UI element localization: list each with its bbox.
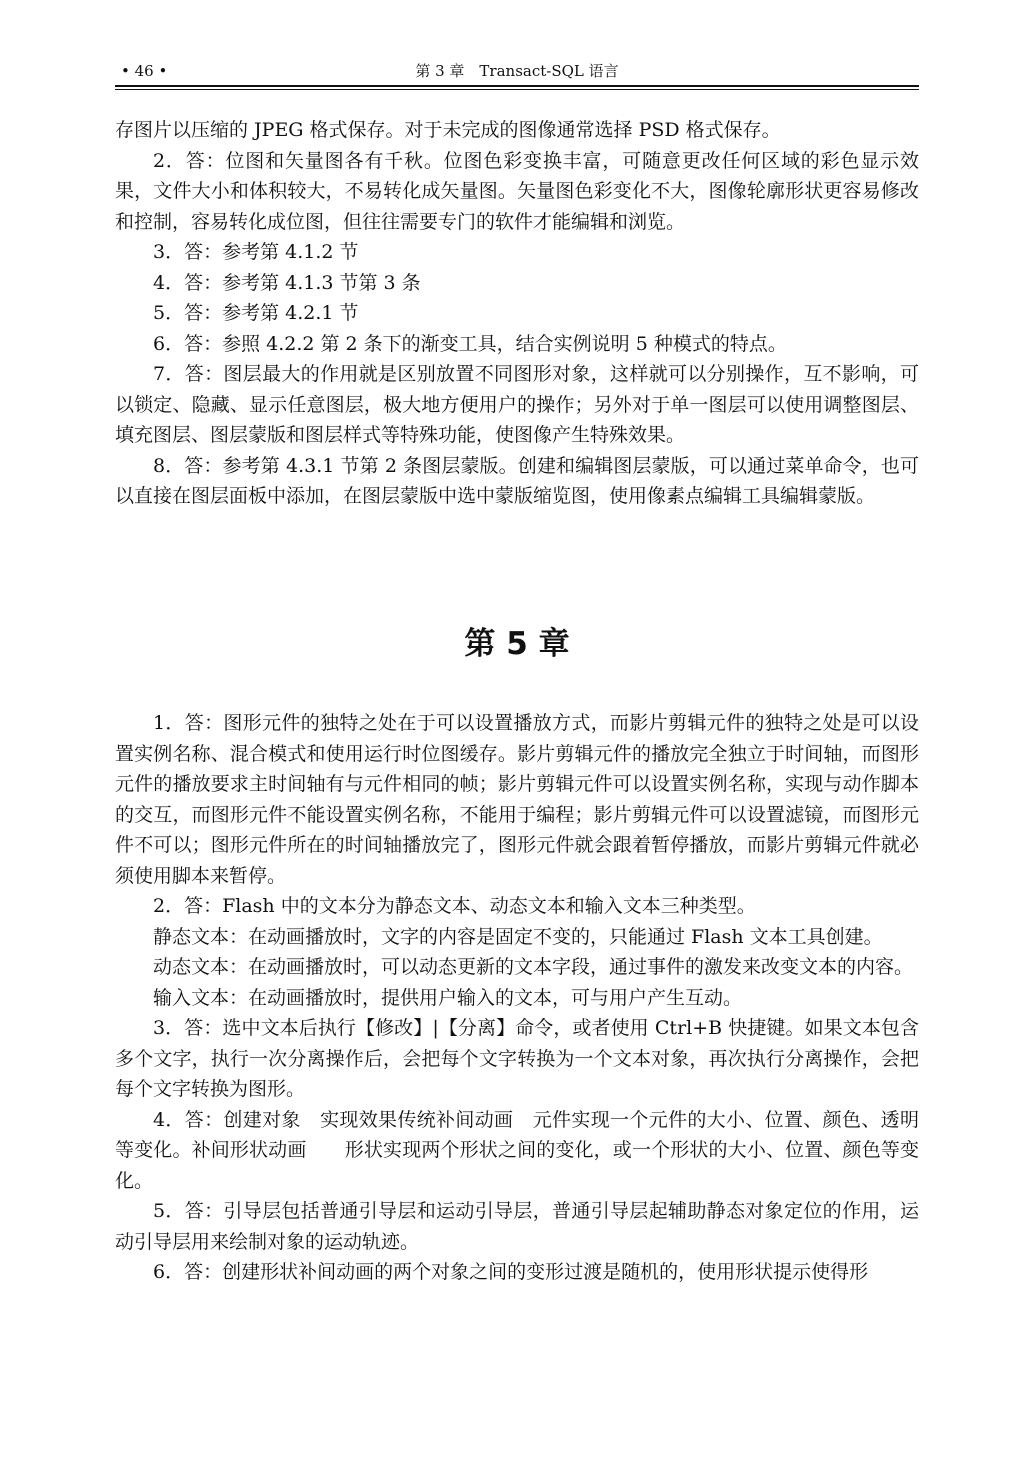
paragraph-answer-3: 3．答：参考第 4.1.2 节: [153, 241, 359, 263]
paragraph-answer-3: 3．答：选中文本后执行【修改】|【分离】命令，或者使用 Ctrl+B 快捷键。如果文本包含多个文字，执行一次分离操作后，会把每个文字转换为一个文本对象，再次执行分离操作，会把每个文字转换为图形。: [115, 1017, 919, 1100]
paragraph-answer-6: 6．答：参照 4.2.2 第 2 条下的渐变工具，结合实例说明 5 种模式的特点。: [153, 332, 787, 355]
paragraph-dynamic-text: 动态文本：在动画播放时，可以动态更新的文本字段，通过事件的激发来改变文本的内容。: [153, 956, 914, 978]
paragraph-answer-2: 2．答：Flash 中的文本分为静态文本、动态文本和输入文本三种类型。: [153, 895, 756, 917]
paragraph-answer-2: 2．答：位图和矢量图各有千秋。位图色彩变换丰富，可随意更改任何区域的彩色显示效果，文件大小和体积较大，不易转化成矢量图。矢量图色彩变化不大，图像轮廓形状更容易修改和控制，容易转化成位图，但往往需要专门的软件才能编辑和浏览。: [115, 149, 919, 233]
header-rule-thin: [115, 89, 919, 90]
paragraph-continued: 存图片以压缩的 JPEG 格式保存。对于未完成的图像通常选择 PSD 格式保存。: [115, 119, 781, 141]
header-rule-thick: [115, 85, 919, 87]
chapter-title: 第 5 章: [464, 626, 570, 662]
page-header: [115, 58, 919, 84]
paragraph-answer-4: 4．答：参考第 4.1.3 节第 3 条: [153, 271, 421, 294]
paragraph-answer-5: 5．答：参考第 4.2.1 节: [153, 302, 359, 324]
page-number: • 46 •: [121, 62, 168, 80]
paragraph-static-text: 静态文本：在动画播放时，文字的内容是固定不变的，只能通过 Flash 文本工具创建。: [153, 925, 883, 948]
chapter-answer-block: [115, 708, 919, 1288]
paragraph-answer-1: 1．答：图形元件的独特之处在于可以设置播放方式，而影片剪辑元件的独特之处是可以设置实例名称、混合模式和使用运行时位图缓存。影片剪辑元件的播放完全独立于时间轴，而图形元件的播放要求主时间轴有与元件相同的帧；影片剪辑元件可以设置实例名称，实现与动作脚本的交互，而图形元件不能设置实例名称，不能用于编程；影片剪辑元件可以设置滤镜，而图形元件不可以；图形元件所在的时间轴播放完了，图形元件就会跟着暂停播放，而影片剪辑元件就必须使用脚本来暂停。: [115, 712, 919, 887]
paragraph-answer-4: 4．答：创建对象 实现效果传统补间动画 元件实现一个元件的大小、位置、颜色、透明等变化。补间形状动画 形状实现两个形状之间的变化，或一个形状的大小、位置、颜色等变化。: [115, 1108, 919, 1192]
paragraph-answer-6: 6．答：创建形状补间动画的两个对象之间的变形过渡是随机的，使用形状提示使得形: [153, 1261, 869, 1283]
running-head: 第 3 章 Transact-SQL 语言: [415, 62, 619, 80]
paragraph-input-text: 输入文本：在动画播放时，提供用户输入的文本，可与用户产生互动。: [153, 986, 743, 1009]
paragraph-answer-5: 5．答：引导层包括普通引导层和运动引导层，普通引导层起辅助静态对象定位的作用，运动引导层用来绘制对象的运动轨迹。: [115, 1200, 919, 1253]
paragraph-answer-8: 8．答：参考第 4.3.1 节第 2 条图层蒙版。创建和编辑图层蒙版，可以通过菜单命令，也可以直接在图层面板中添加，在图层蒙版中选中蒙版缩览图，使用像素点编辑工具编辑蒙版。: [115, 454, 919, 507]
top-answer-block: [115, 115, 919, 512]
paragraph-answer-7: 7．答：图层最大的作用就是区别放置不同图形对象，这样就可以分别操作，互不影响，可以锁定、隐藏、显示任意图层，极大地方便用户的操作；另外对于单一图层可以使用调整图层、填充图层、图层蒙版和图层样式等特殊功能，使图像产生特殊效果。: [115, 363, 919, 446]
